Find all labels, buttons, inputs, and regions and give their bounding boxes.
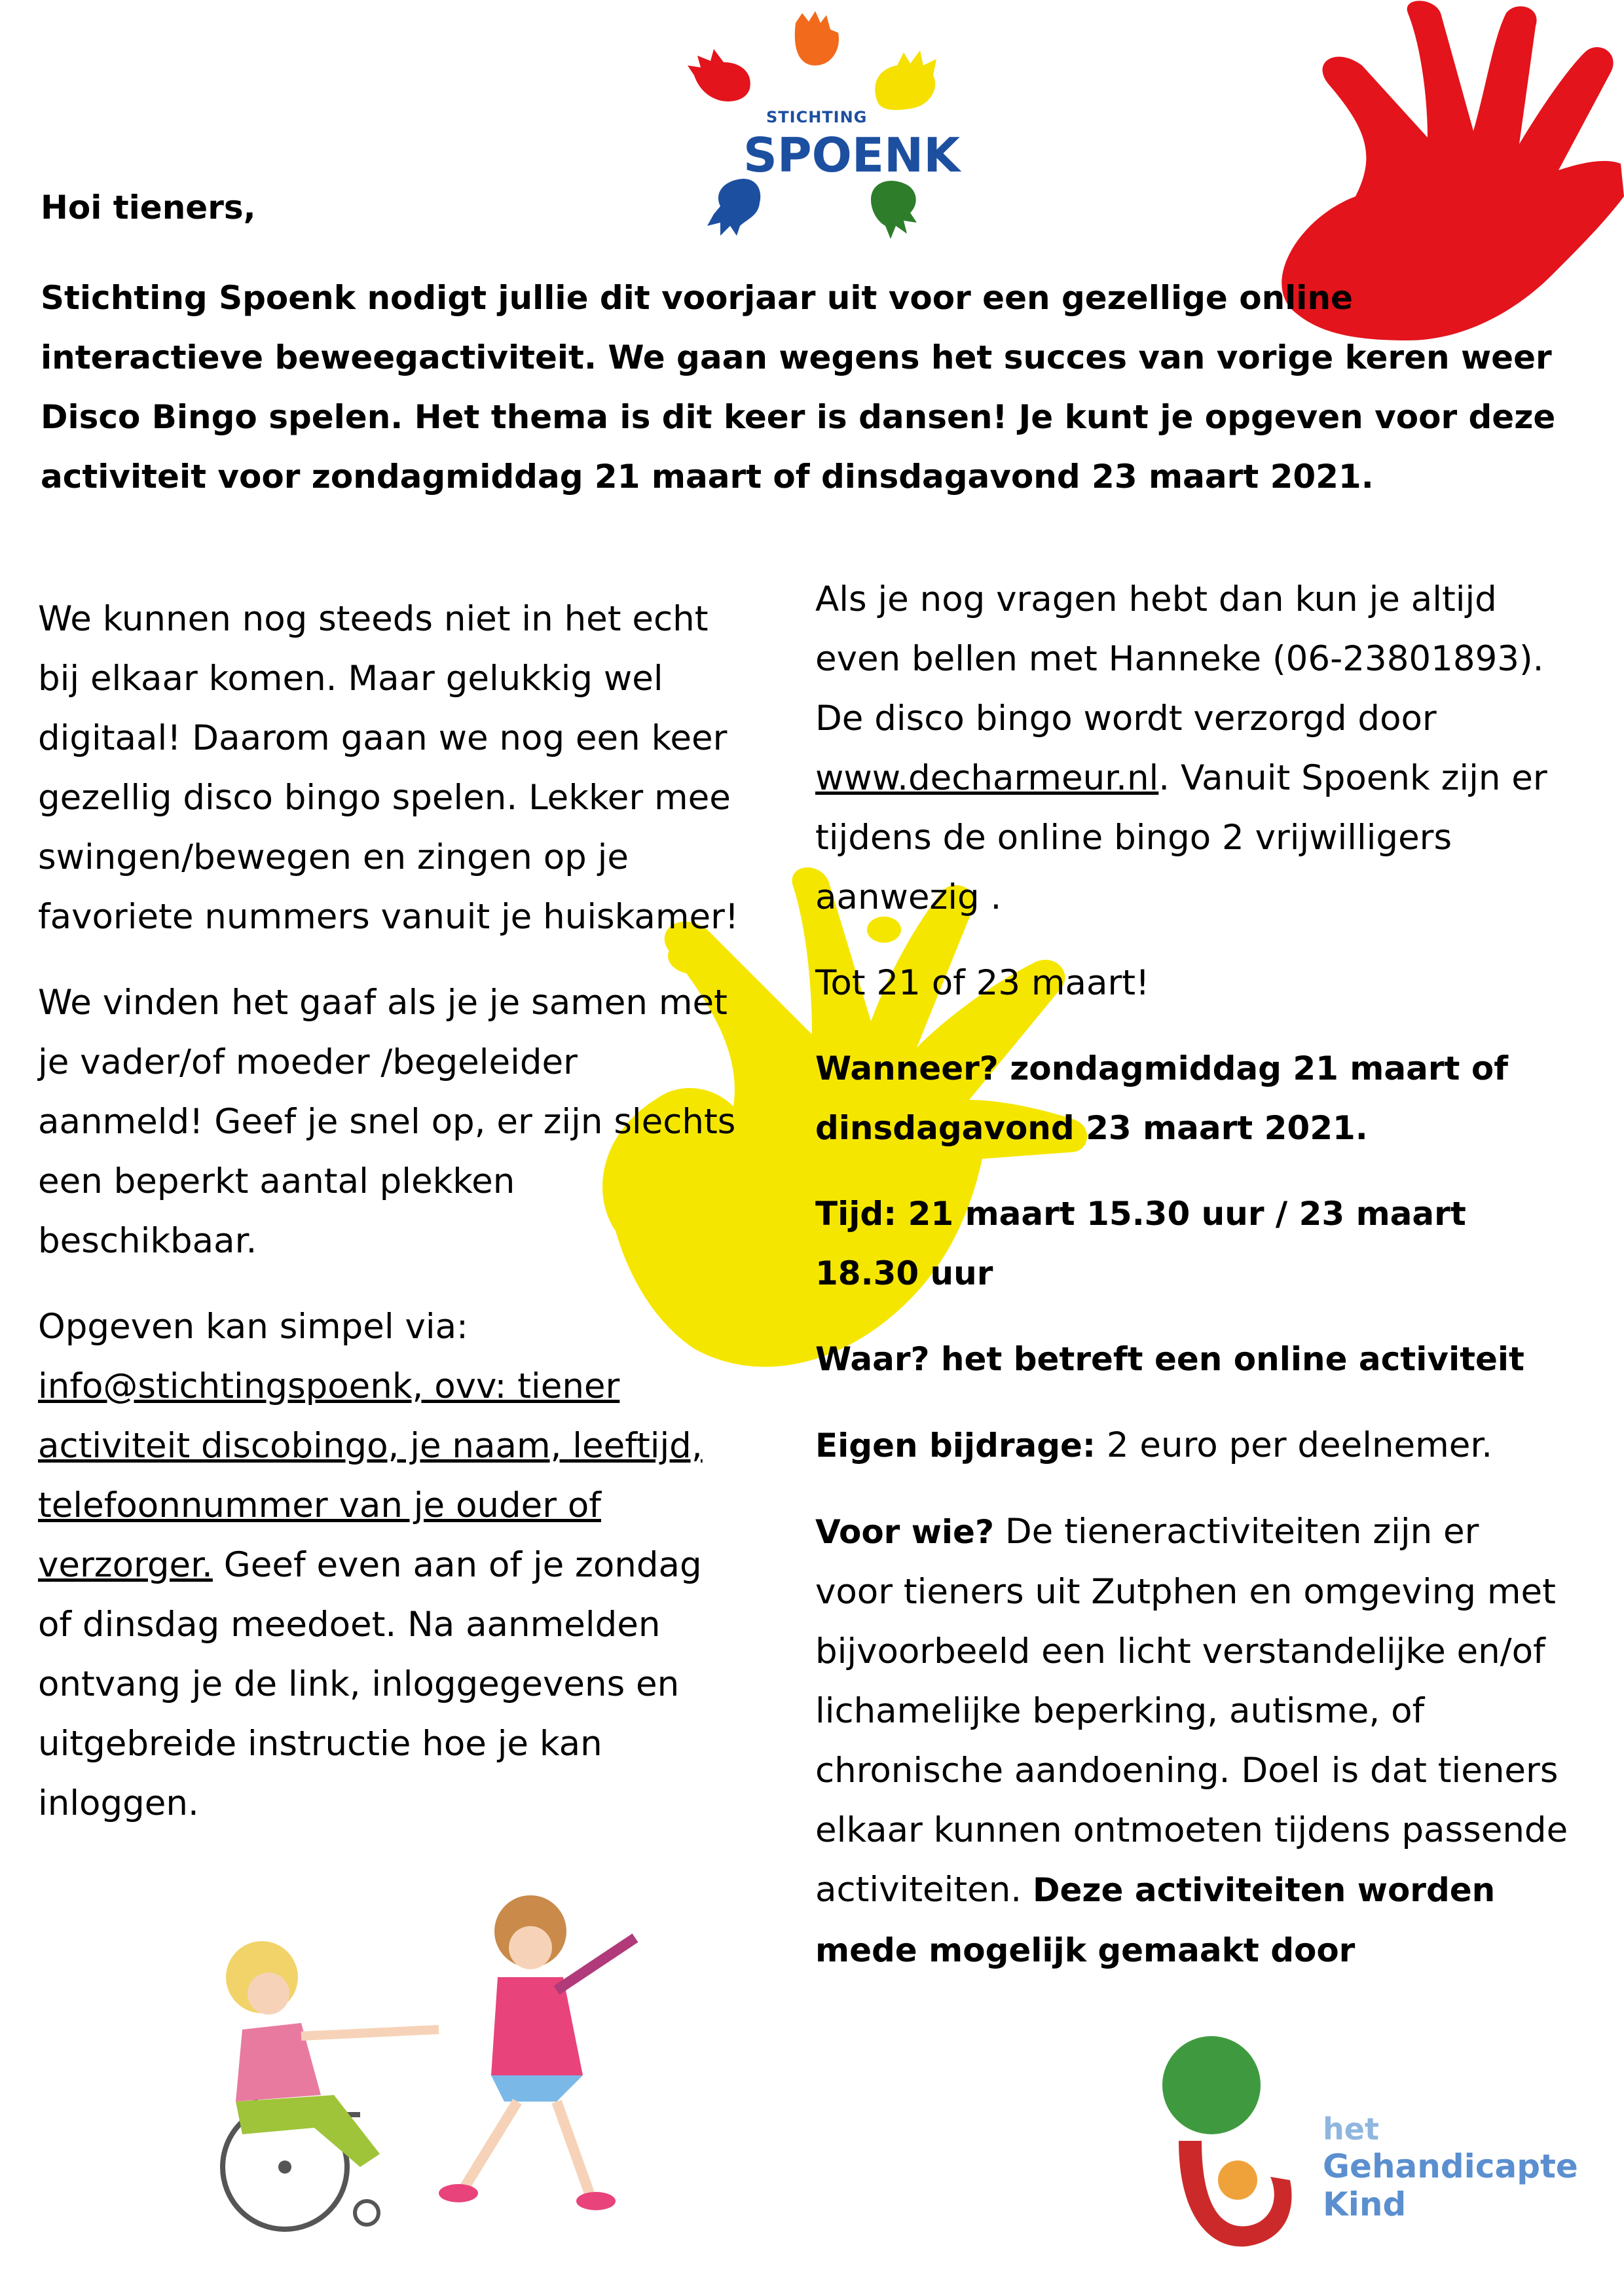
voor-wie bbox=[815, 1502, 1614, 1980]
tot-line: Tot 21 of 23 maart! bbox=[815, 963, 1150, 1003]
sponsor-text-het: het bbox=[1323, 2111, 1379, 2147]
text-line: We kunnen nog steeds niet in het echt bbox=[38, 599, 709, 639]
sponsor-logo bbox=[1139, 2036, 1585, 2272]
text-line: Geef even aan of je zondag bbox=[212, 1545, 702, 1585]
text-line: favoriete nummers vanuit je huiskamer! bbox=[38, 897, 739, 937]
text-line: of dinsdag meedoet. Na aanmelden bbox=[38, 1605, 661, 1645]
intro-line: Stichting Spoenk nodigt jullie dit voorjaar uit voor een gezellige online bbox=[41, 279, 1353, 317]
sponsor-text-kind: Kind bbox=[1323, 2185, 1407, 2223]
text-line: beschikbaar. bbox=[38, 1221, 257, 1261]
eigen-bijdrage bbox=[815, 1415, 1614, 1476]
signup-email-link[interactable]: activiteit discobingo, je naam, leeftijd, bbox=[38, 1426, 703, 1466]
text-line: bijvoorbeeld een licht verstandelijke en/of bbox=[815, 1631, 1545, 1671]
text-line: je vader/of moeder /begeleider bbox=[38, 1042, 578, 1082]
signup-email-link[interactable]: verzorger. bbox=[38, 1545, 213, 1585]
text-line: tijdens de online bingo 2 vrijwilligers bbox=[815, 818, 1452, 858]
text-line: Als je nog vragen hebt dan kun je altijd bbox=[815, 579, 1497, 619]
spoenk-logo bbox=[681, 10, 961, 252]
text-line: We vinden het gaaf als je je samen met bbox=[38, 983, 728, 1023]
text-line: . Vanuit Spoenk zijn er bbox=[1158, 758, 1547, 798]
text-line: Opgeven kan simpel via: bbox=[38, 1307, 468, 1347]
intro-paragraph bbox=[41, 268, 1599, 507]
text-line: elkaar kunnen ontmoeten tijdens passende bbox=[815, 1810, 1568, 1850]
text-line: De tieneractiviteiten zijn er bbox=[993, 1512, 1479, 1552]
dancing-children-illustration bbox=[164, 1879, 714, 2246]
right-paragraph-1 bbox=[815, 570, 1614, 927]
greeting: Hoi tieners, bbox=[41, 189, 256, 227]
text-line: activiteiten. bbox=[815, 1870, 1033, 1910]
intro-line: activiteit voor zondagmiddag 21 maart of dinsdagavond 23 maart 2021. bbox=[41, 458, 1374, 496]
left-paragraph-3 bbox=[38, 1297, 798, 1833]
text-line: aanwezig . bbox=[815, 877, 1002, 917]
left-paragraph-1 bbox=[38, 589, 798, 947]
text-line: inloggen. bbox=[38, 1783, 199, 1823]
text-line: Deze activiteiten worden bbox=[1033, 1871, 1496, 1909]
text-line: chronische aandoening. Doel is dat tieners bbox=[815, 1751, 1559, 1791]
text-line: digitaal! Daarom gaan we nog een keer bbox=[38, 718, 728, 758]
text-line: swingen/bewegen en zingen op je bbox=[38, 837, 629, 877]
gehandicapte-kind-logo-icon bbox=[1139, 2036, 1310, 2272]
text-line: De disco bingo wordt verzorgd door bbox=[815, 699, 1437, 738]
eigen-bijdrage-label: Eigen bijdrage: bbox=[815, 1427, 1096, 1465]
text-line: aanmeld! Geef je snel op, er zijn slechts bbox=[38, 1102, 736, 1142]
text-line: mede mogelijk gemaakt door bbox=[815, 1931, 1356, 1969]
intro-line: Disco Bingo spelen. Het thema is dit keer is dansen! Je kunt je opgeven voor deze bbox=[41, 398, 1556, 436]
sponsor-text-gehandicapte: Gehandicapte bbox=[1323, 2147, 1578, 2185]
right-column bbox=[815, 570, 1614, 1980]
logo-stichting-text: STICHTING bbox=[766, 108, 868, 126]
left-column bbox=[38, 589, 798, 1833]
text-line: lichamelijke beperking, autisme, of bbox=[815, 1691, 1425, 1731]
eigen-bijdrage-value: 2 euro per deelnemer. bbox=[1095, 1425, 1493, 1465]
signup-email-link[interactable]: telefoonnummer van je ouder of bbox=[38, 1485, 601, 1525]
text-line: Tijd: 21 maart 15.30 uur / 23 maart bbox=[815, 1195, 1466, 1233]
signup-email-link[interactable]: info@stichtingspoenk, ovv: tiener bbox=[38, 1366, 620, 1406]
text-line: voor tieners uit Zutphen en omgeving met bbox=[815, 1572, 1556, 1612]
wanneer bbox=[815, 1039, 1614, 1158]
text-line: een beperkt aantal plekken bbox=[38, 1161, 515, 1201]
text-line: Wanneer? zondagmiddag 21 maart of bbox=[815, 1049, 1508, 1087]
text-line: gezellig disco bingo spelen. Lekker mee bbox=[38, 778, 731, 818]
text-line: 18.30 uur bbox=[815, 1254, 993, 1292]
waar: Waar? het betreft een online activiteit bbox=[815, 1340, 1524, 1378]
left-paragraph-2 bbox=[38, 973, 798, 1271]
voor-wie-label: Voor wie? bbox=[815, 1513, 994, 1551]
decharmeur-link[interactable]: www.decharmeur.nl bbox=[815, 758, 1159, 798]
text-line: dinsdagavond 23 maart 2021. bbox=[815, 1109, 1368, 1147]
tijd bbox=[815, 1184, 1614, 1303]
text-line: ontvang je de link, inloggegevens en bbox=[38, 1664, 680, 1704]
text-line: uitgebreide instructie hoe je kan bbox=[38, 1724, 602, 1764]
text-line: bij elkaar komen. Maar gelukkig wel bbox=[38, 659, 663, 699]
logo-spoenk-text: SPOENK bbox=[743, 128, 961, 183]
intro-line: interactieve beweegactiviteit. We gaan wegens het succes van vorige keren weer bbox=[41, 338, 1552, 376]
text-line: even bellen met Hanneke (06-23801893). bbox=[815, 639, 1544, 679]
